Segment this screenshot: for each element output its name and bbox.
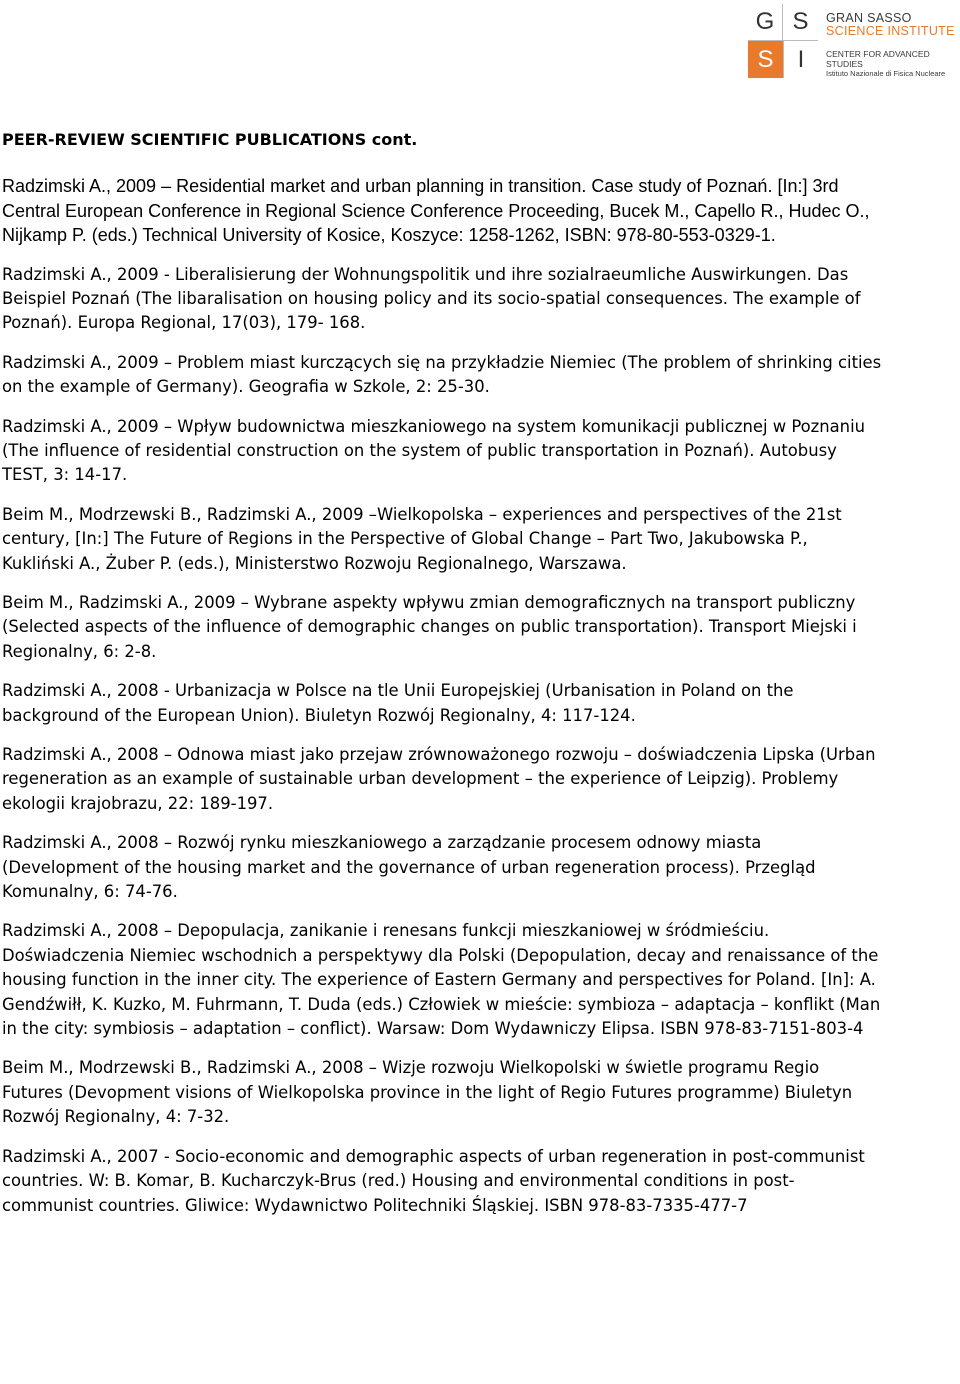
institute-logo [748,4,958,78]
publication-entry: Radzimski A., 2009 – Wpływ budownictwa mieszkaniowego na system komunikacji publicznej w Poznaniu (The influence of residential construction on the system of public transportation in Poznań). Autobusy TEST, 3: 14-17. [2,416,866,485]
publication-entry: Radzimski A., 2007 - Socio-economic and demographic aspects of urban regeneration in post-communist countries. W: B. Komar, B. Kucharczyk-Brus (red.) Housing and environmental conditions in post-communist countries. Gliwice: Wydawnictwo Politechniki Śląskiej. ISBN 978-83-7335-477-7 [2,1146,865,1215]
publication-entry: Radzimski A., 2009 – Problem miast kurczących się na przykładzie Niemiec (The problem of shrinking cities on the example of Germany). Geografia w Szkole, 2: 25-30. [2,352,882,397]
logo-line-infn: Istituto Nazionale di Fisica Nucleare [826,69,946,78]
logo-line-gran-sasso: GRAN SASSO [826,11,912,25]
logo-letter-i: I [783,41,818,78]
publication-entry: Radzimski A., 2008 – Depopulacja, zanikanie i renesans funkcji mieszkaniowej w śródmieściu. Doświadczenia Niemiec wschodnich a perspektywy dla Polski (Depopulation, decay and renaissance of the housing function in the inner city. The experience of Eastern Germany and perspectives for Poland. [In]: A. Gendźwiłł, K. Kuzko, M. Fuhrmann, T. Duda (eds.) Człowiek w mieście: symbioza – adaptacja – konflikt (Man in the city: symbiosis – adaptation – conflict). Warsaw: Dom Wydawniczy Elipsa. ISBN 978-83-7151-803-4 [2,921,881,1039]
gssi-logo-mark [748,4,818,78]
logo-text [826,12,958,78]
page-title: PEER-REVIEW SCIENTIFIC PUBLICATIONS cont. [2,130,418,149]
publication-entry: Beim M., Radzimski A., 2009 – Wybrane aspekty wpływu zmian demograficznych na transport publiczny (Selected aspects of the influence of demographic changes on public transportation). Transport Miejski i Regionalny, 6: 2-8. [2,592,857,661]
logo-letter-s-orange: S [748,41,783,78]
publication-entry: Radzimski A., 2008 – Odnowa miast jako przejaw zrównoważonego rozwoju – doświadczenia Lipska (Urban regeneration as an example of sustainable urban development – the experience of Leipzig). Problemy ekologii krajobrazu, 22: 189-197. [2,745,876,813]
publication-entry: Radzimski A., 2008 - Urbanizacja w Polsce na tle Unii Europejskiej (Urbanisation in Poland on the background of the European Union). Biuletyn Rozwój Regionalny, 4: 117-124. [2,681,794,725]
logo-letter-s: S [783,4,818,41]
publication-entry: Radzimski A., 2008 – Rozwój rynku mieszkaniowego a zarządzanie procesem odnowy miasta (Development of the housing market and the governance of urban regeneration process). Przegląd Komunalny, 6: 74-76. [2,833,816,902]
logo-line-center: CENTER FOR ADVANCED STUDIES [826,49,930,69]
logo-letter-g: G [748,4,783,41]
publication-entry: Beim M., Modrzewski B., Radzimski A., 2008 – Wizje rozwoju Wielkopolski w świetle programu Regio Futures (Devopment visions of Wielkopolska province in the light of Regio Futures programme) Biuletyn Rozwój Regionalny, 4: 7-32. [2,1058,853,1127]
publication-entry: Beim M., Modrzewski B., Radzimski A., 2009 –Wielkopolska – experiences and perspectives of the 21st century, [In:] The Future of Regions in the Perspective of Global Change – Part Two, Jakubowska P., Kukliński A., Żuber P. (eds.), Ministerstwo Rozwoju Regionalnego, Warszawa. [2,504,842,573]
logo-line-science-institute: SCIENCE INSTITUTE [826,24,955,38]
publication-list [2,174,882,1233]
publication-entry: Radzimski A., 2009 – Residential market and urban planning in transition. Case study of Poznań. [In:] 3rd Central European Conference in Regional Science Conference Proceeding, Bucek M., Capello R., Hudec O., Nijkamp P. (eds.) Technical University of Kosice, Koszyce: 1258-1262, ISBN: 978-80-553-0329-1. [2,176,870,245]
publication-entry: Radzimski A., 2009 - Liberalisierung der Wohnungspolitik und ihre sozialraeumliche Auswirkungen. Das Beispiel Poznań (The libaralisation on housing policy and its socio-spatial consequences. The example of Poznań). Europa Regional, 17(03), 179- 168. [2,264,861,333]
